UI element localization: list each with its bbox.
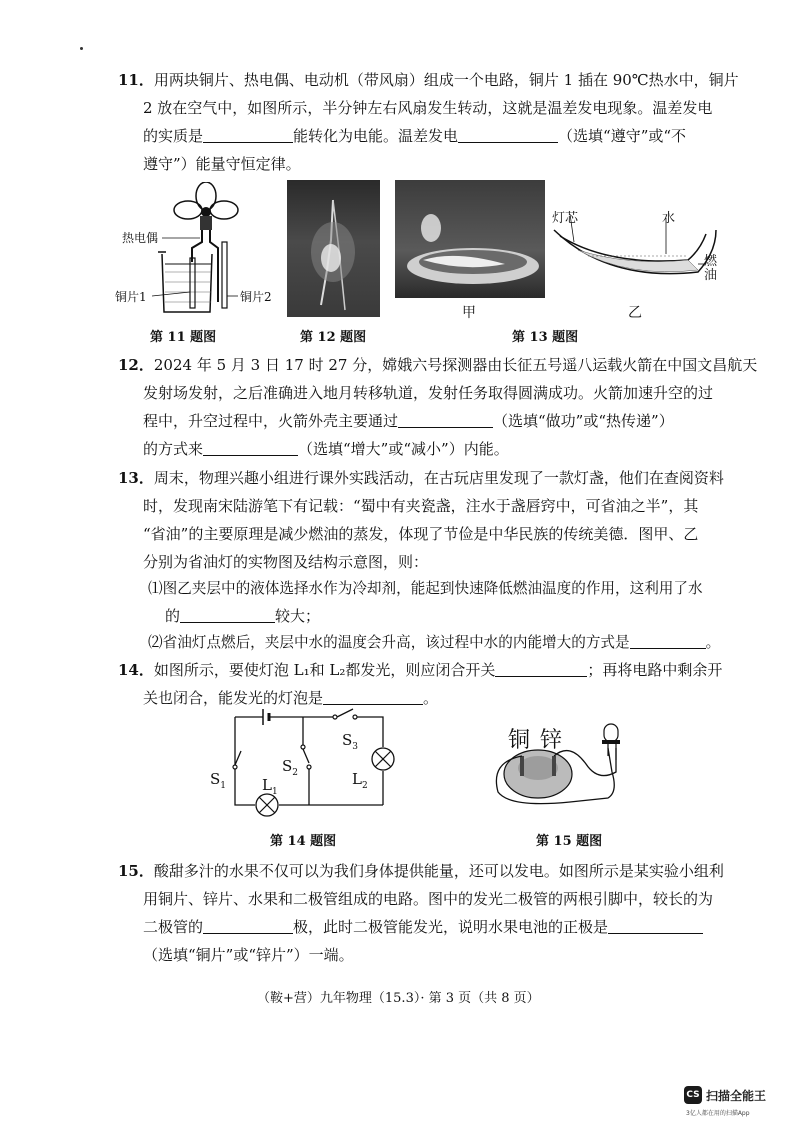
q12-number: 12．	[118, 356, 154, 374]
fig11-label-copper1: 铜片1	[115, 290, 147, 304]
q13-text-sub2: ⑵省油灯点燃后，夹层中水的温度会升高，该过程中水的内能增大的方式是	[148, 634, 630, 651]
beaker	[162, 254, 212, 312]
q14-number: 14．	[118, 661, 154, 679]
q13-blank1[interactable]	[180, 608, 275, 623]
q15-blank2[interactable]	[608, 919, 703, 934]
fig14-label-s2	[282, 757, 298, 778]
fig14-label-l1	[262, 776, 278, 797]
q14-text1a: 如图所示，要使灯泡 L₁和 L₂都发光，则应闭合开关	[153, 661, 496, 679]
q12-text1: 2024 年 5 月 3 日 17 时 27 分，嫦娥六号探测器由长征五号遥八运载火箭在中国文昌航天	[153, 356, 758, 374]
s3-lever	[337, 709, 353, 717]
fig15-label-zinc: 锌	[540, 728, 563, 753]
watermark-subtitle: 3亿人都在用的扫描App	[686, 1110, 750, 1117]
q12-blank1[interactable]	[398, 413, 493, 428]
q14-text1b: ；再将电路中剩余开	[587, 661, 723, 679]
fan-blade	[174, 201, 202, 219]
led-bulb	[604, 724, 618, 742]
fig13-label-oil: 燃油	[704, 254, 718, 283]
q12-blank2[interactable]	[203, 441, 298, 456]
q14-text2a: 关也闭合，能发光的灯泡是	[143, 689, 324, 707]
q13-line3: “省油”的主要原理是减少燃油的蒸发，体现了节俭是中华民族的传统美德．图甲、乙	[143, 525, 699, 543]
fig13-label-jia: 甲	[462, 305, 476, 321]
s2-lever	[303, 749, 309, 763]
s1-letter: S	[210, 770, 221, 788]
q13-text-sub1c: 较大；	[275, 607, 321, 625]
q12-line3	[143, 411, 674, 431]
q13-sub1-line1: ⑴图乙夹层中的液体选择水作为冷却剂，能起到快速降低燃油温度的作用，这利用了水	[148, 580, 703, 597]
l1-subscript: 1	[271, 787, 278, 797]
fig13-label-water: 水	[662, 211, 676, 226]
copper-plate	[520, 756, 524, 776]
s3-letter: S	[342, 731, 353, 749]
s3-subscript: 3	[352, 742, 359, 752]
q11-text3b: 能转化为电能。温差发电	[293, 127, 459, 145]
q11-blank1[interactable]	[203, 128, 293, 143]
q15-line3	[143, 917, 703, 937]
q15-text3a: 二极管的	[143, 918, 204, 936]
fig11-label-copper2: 铜片2	[240, 290, 272, 304]
fig12-caption: 第 12 题图	[300, 330, 367, 345]
fig14-label-l2	[352, 770, 368, 791]
q12-text3b: （选填“做功”或“热传递”）	[493, 412, 674, 430]
fig14-label-s1	[210, 770, 226, 791]
q11-line1	[118, 70, 739, 90]
l2-letter: L	[352, 770, 362, 788]
q15-line4: （选填“铜片”或“锌片”）一端。	[143, 946, 354, 964]
zinc-plate	[552, 756, 556, 776]
q11-line4: 遵守”）能量守恒定律。	[143, 155, 301, 173]
fig13-label-yi: 乙	[628, 305, 642, 321]
watermark-title: 扫描全能王	[706, 1089, 767, 1103]
q12-line4	[143, 439, 509, 459]
q13-text-sub1b: 的	[165, 607, 181, 625]
q15-number: 15．	[118, 862, 154, 880]
fig13-photo-jia	[395, 180, 545, 298]
q15-line2: 用铜片、锌片、水果和二极管组成的电路。图中的发光二极管的两根引脚中，较长的为	[143, 890, 714, 908]
q13-line2: 时，发现南宋陆游笔下有记载：“蜀中有夹瓷盏，注水于盏唇窍中，可省油之半”，其	[143, 497, 699, 515]
q15-blank1[interactable]	[203, 919, 293, 934]
q12-line1	[118, 355, 757, 375]
q11-line3	[143, 126, 686, 146]
q11-text1: 用两块铜片、热电偶、电动机（带风扇）组成一个电路，铜片 1 插在 90℃热水中，铜片	[153, 71, 739, 89]
fig15-caption: 第 15 题图	[536, 834, 603, 849]
q13-number: 13．	[118, 469, 154, 487]
q13-text1: 周末，物理兴趣小组进行课外实践活动，在古玩店里发现了一款灯盏，他们在查阅资料	[153, 469, 724, 487]
fig13-label-wick: 灯芯	[552, 211, 579, 226]
fig13-caption: 第 13 题图	[512, 330, 579, 345]
scan-speck	[80, 47, 83, 50]
s1-lever	[235, 751, 241, 765]
fig14-label-s3	[342, 731, 358, 752]
q11-text3c: （选填“遵守”或“不	[558, 127, 687, 145]
q13-line1	[118, 468, 724, 488]
fig11-caption: 第 11 题图	[150, 330, 217, 345]
motor	[200, 216, 212, 230]
q14-blank2[interactable]	[323, 690, 423, 705]
q13-line4: 分别为省油灯的实物图及结构示意图，则：	[143, 553, 429, 571]
fig14-circuit	[225, 705, 410, 820]
q11-number: 11．	[118, 71, 154, 89]
s1-subscript: 1	[220, 781, 227, 791]
fan-blade	[196, 182, 216, 210]
q12-text4b: （选填“增大”或“减小”）内能。	[298, 440, 509, 458]
q11-blank2[interactable]	[458, 128, 558, 143]
camscanner-logo-icon: CS	[684, 1086, 702, 1104]
copper-strip-2	[222, 242, 227, 308]
fig15-label-copper: 铜	[508, 728, 531, 753]
q13-sub1-line2	[165, 606, 320, 626]
q15-text1: 酸甜多汁的水果不仅可以为我们身体提供能量，还可以发电。如图所示是某实验小组利	[153, 862, 724, 880]
q11-line2: 2 放在空气中，如图所示，半分钟左右风扇发生转动，这就是温差发电现象。温差发电	[143, 99, 713, 117]
q12-text4a: 的方式来	[143, 440, 204, 458]
copper-strip-1	[190, 258, 195, 308]
q11-text3a: 的实质是	[143, 127, 204, 145]
fan-blade	[210, 201, 238, 219]
q13-text-sub2end: 。	[705, 634, 721, 651]
q15-text3b: 极，此时二极管能发光，说明水果电池的正极是	[293, 918, 609, 936]
l1-letter: L	[262, 776, 272, 794]
q12-line2: 发射场发射，之后准确进入地月转移轨道，发射任务取得圆满成功。火箭加速升空的过	[143, 384, 714, 402]
fig12-photo	[287, 180, 380, 317]
q12-text3a: 程中，升空过程中，火箭外壳主要通过	[143, 412, 399, 430]
q14-text2b: 。	[423, 689, 439, 707]
page-footer: （鞍+营）九年物理（15.3）· 第 3 页（共 8 页）	[257, 991, 540, 1006]
s2-subscript: 2	[292, 768, 299, 778]
q15-line1	[118, 861, 724, 881]
l2-subscript: 2	[361, 781, 368, 791]
oil-layer	[578, 250, 698, 272]
fig14-caption: 第 14 题图	[270, 834, 337, 849]
q14-line1	[118, 660, 722, 680]
q14-blank1[interactable]	[495, 662, 587, 677]
fig11-label-thermocouple: 热电偶	[122, 231, 159, 245]
fan-hub	[201, 207, 211, 217]
thermocouple-wire	[192, 230, 218, 302]
q13-sub2-line	[148, 633, 720, 653]
s2-letter: S	[282, 757, 293, 775]
q13-blank2[interactable]	[630, 634, 706, 649]
lamp-inner-bowl	[560, 234, 706, 261]
s3-contact	[333, 715, 337, 719]
